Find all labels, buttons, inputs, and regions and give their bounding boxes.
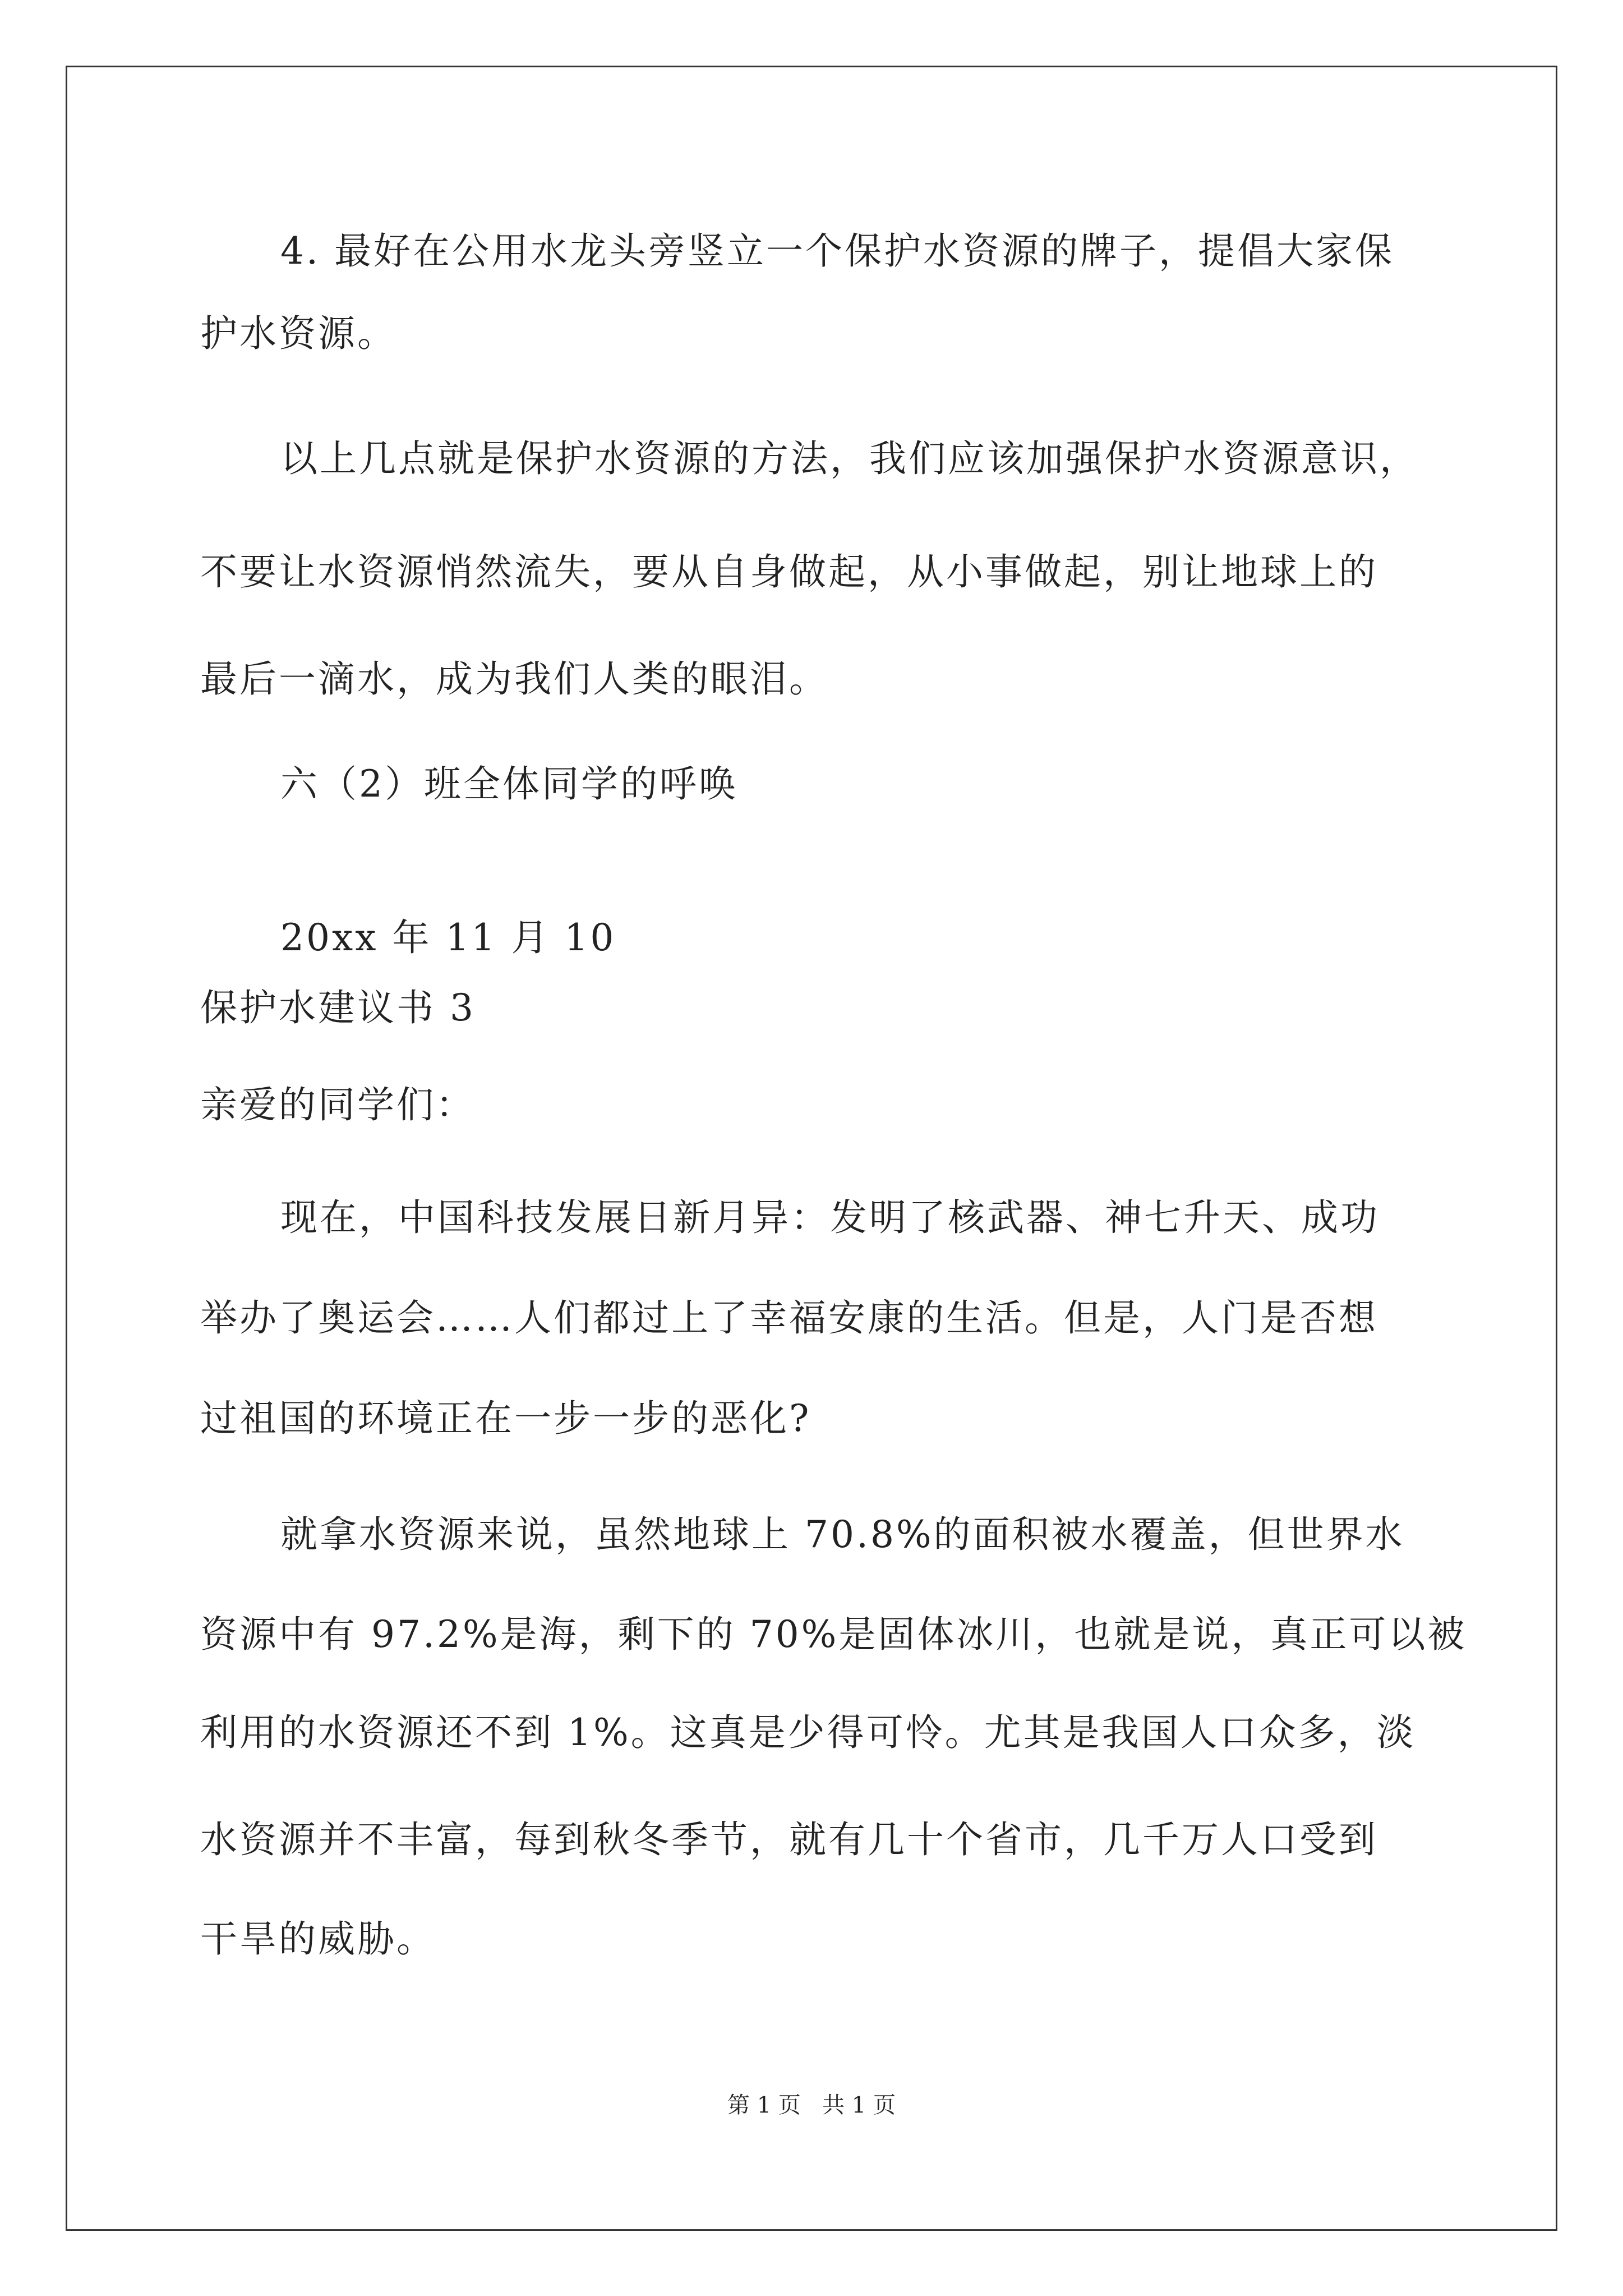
text-line-11: 举办了奥运会……人们都过上了幸福安康的生活。但是，人门是否想	[200, 1296, 1378, 1340]
text-line-8: 保护水建议书 3	[200, 986, 476, 1029]
text-line-9: 亲爱的同学们：	[200, 1083, 475, 1126]
text-line-4: 不要让水资源悄然流失，要从自身做起，从小事做起，别让地球上的	[200, 550, 1378, 593]
text-line-16: 水资源并不丰富，每到秋冬季节，就有几十个省市，几千万人口受到	[200, 1818, 1378, 1861]
page-footer: 第 1 页 共 1 页	[727, 2092, 896, 2118]
text-line-2: 护水资源。	[200, 312, 396, 355]
text-line-7: 20xx 年 11 月 10	[280, 916, 616, 959]
text-line-10: 现在，中国科技发展日新月异：发明了核武器、神七升天、成功	[280, 1196, 1380, 1239]
page-border	[66, 66, 1557, 2231]
text-line-12: 过祖国的环境正在一步一步的恶化?	[200, 1397, 811, 1440]
text-line-14: 资源中有 97.2%是海，剩下的 70%是固体冰川，也就是说，真正可以被	[200, 1613, 1467, 1656]
text-line-5: 最后一滴水，成为我们人类的眼泪。	[200, 657, 828, 701]
text-line-13: 就拿水资源来说，虽然地球上 70.8%的面积被水覆盖，但世界水	[280, 1513, 1405, 1556]
text-line-1: 4. 最好在公用水龙头旁竖立一个保护水资源的牌子，提倡大家保	[280, 229, 1394, 273]
text-line-3: 以上几点就是保护水资源的方法，我们应该加强保护水资源意识，	[280, 437, 1419, 480]
text-line-6: 六（2）班全体同学的呼唤	[280, 762, 738, 806]
text-line-15: 利用的水资源还不到 1%。这真是少得可怜。尤其是我国人口众多，淡	[200, 1711, 1416, 1754]
text-line-17: 干旱的威胁。	[200, 1917, 436, 1961]
